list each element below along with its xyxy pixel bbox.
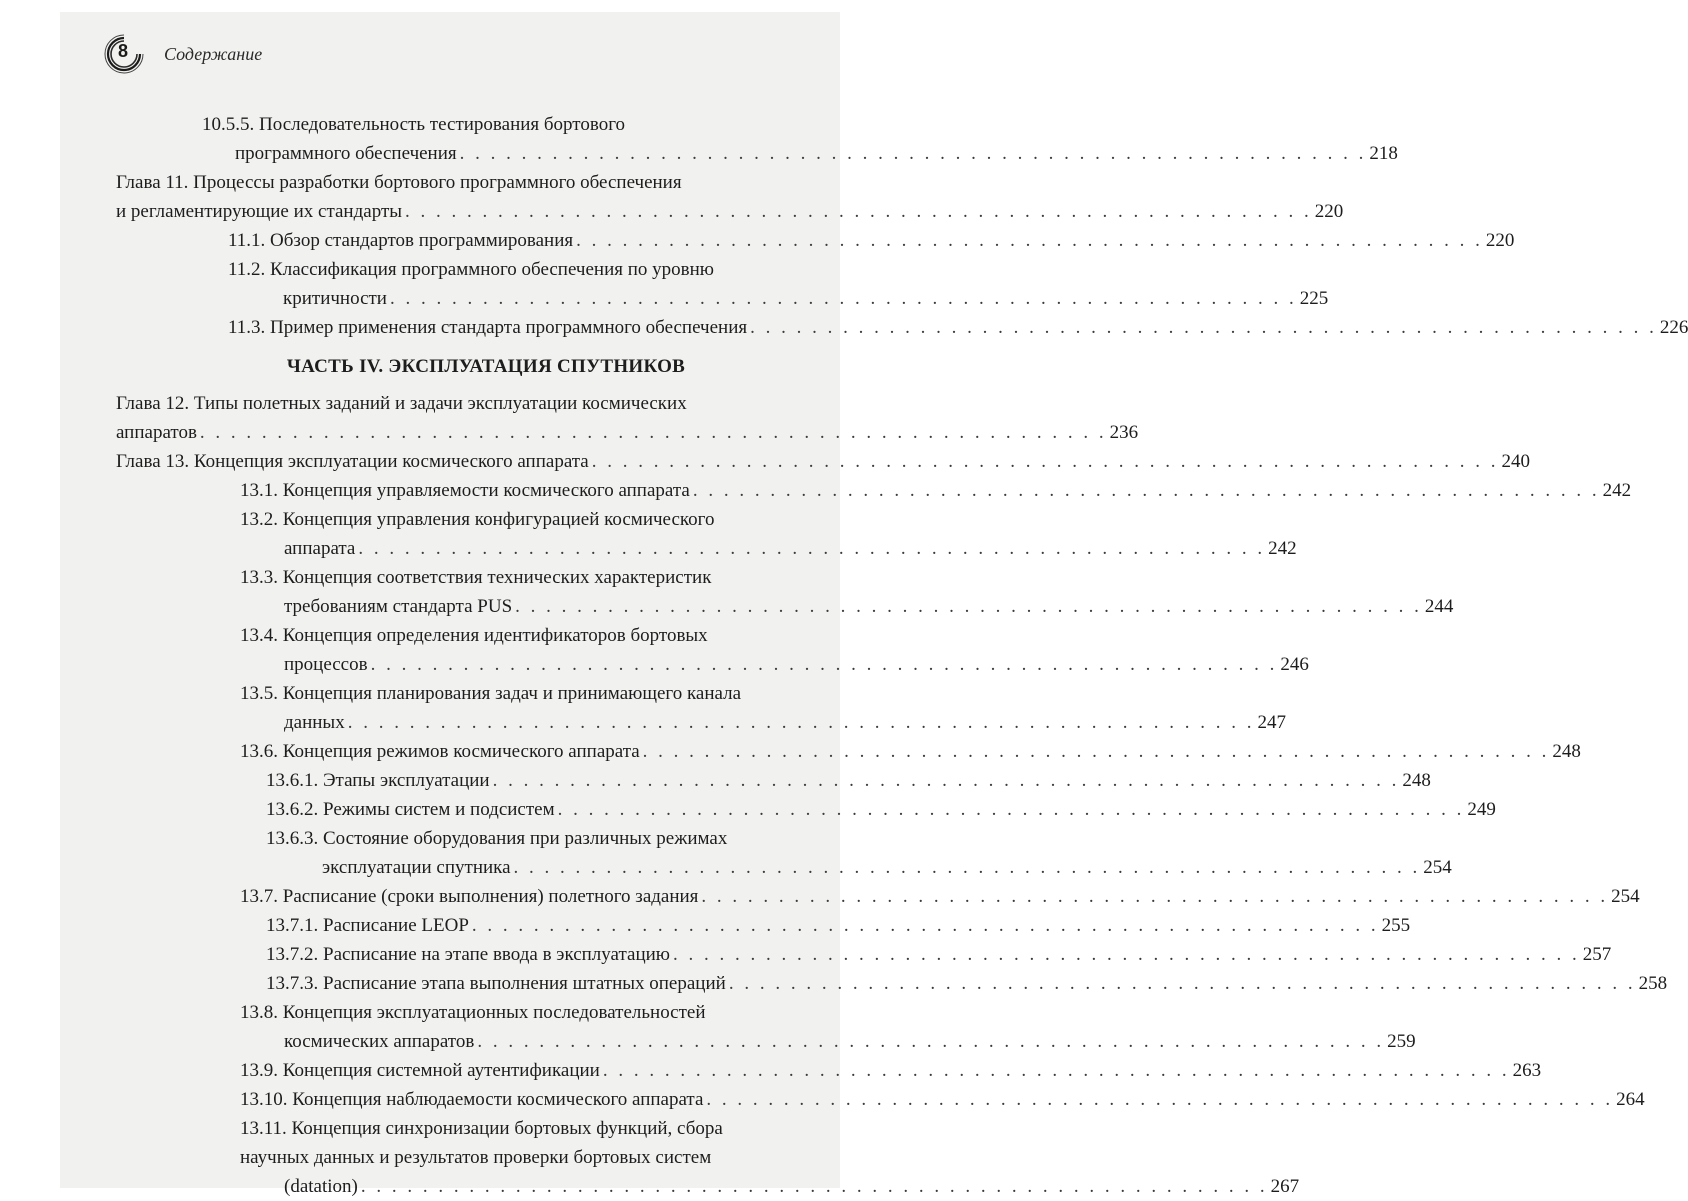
toc-page-number: 267 (1270, 1176, 1300, 1197)
toc-page-number: 258 (1638, 973, 1668, 994)
part-heading: ЧАСТЬ IV. ЭКСПЛУАТАЦИЯ СПУТНИКОВ (286, 356, 686, 377)
table-of-contents (116, 110, 1688, 1201)
toc-entry-title: 13.6.2. Режимы систем и подсистем (266, 799, 555, 820)
toc-page-number: 264 (1616, 1089, 1645, 1110)
toc-entry-title-line: 13.3. Концепция соответствия технических характеристик (240, 567, 712, 588)
toc-page-number: 249 (1467, 799, 1496, 820)
toc-page-number: 218 (1369, 143, 1398, 164)
toc-entry-title: аппарата (284, 538, 356, 559)
toc-page-number: 220 (1314, 201, 1344, 222)
toc-entry-title: процессов (284, 654, 368, 675)
toc-page-number: 248 (1552, 741, 1581, 762)
toc-group-part3-tail (116, 110, 1688, 342)
toc-entry (116, 737, 1581, 766)
dot-leader: . . . . . . . . . . . . . . . . . . . . . . . . . . . . . . . . . . . . . . . . . . . . . . . . . . . . . . . . . . . (557, 799, 1465, 820)
toc-entry (116, 940, 1612, 969)
dot-leader: . . . . . . . . . . . . . . . . . . . . . . . . . . . . . . . . . . . . . . . . . . . . . . . . . . . . . . . . . . . (389, 288, 1297, 309)
dot-leader: . . . . . . . . . . . . . . . . . . . . . . . . . . . . . . . . . . . . . . . . . . . . . . . . . . . . . . . . . . . (701, 886, 1609, 907)
toc-entry-title-line: 13.6.3. Состояние оборудования при различных режимах (266, 828, 728, 849)
toc-entry-title: (datation) (284, 1176, 358, 1197)
dot-leader: . . . . . . . . . . . . . . . . . . . . . . . . . . . . . . . . . . . . . . . . . . . . . . . . . . . . . . . . . . . (459, 143, 1367, 164)
toc-entry-title: 13.10. Концепция наблюдаемости космического аппарата (240, 1089, 704, 1110)
toc-entry-title: программного обеспечения (235, 143, 457, 164)
toc-entry-title: аппаратов (116, 422, 197, 443)
toc-entry-title-line: Глава 12. Типы полетных заданий и задачи эксплуатации космических (116, 393, 687, 414)
toc-entry-leader-line (240, 1056, 1542, 1085)
toc-entry-leader-line (228, 226, 1515, 255)
toc-entry (116, 766, 1431, 795)
toc-entry-title: эксплуатации спутника (322, 857, 511, 878)
toc-entry-title: критичности (283, 288, 387, 309)
toc-entry (116, 447, 1530, 476)
toc-entry-title: 11.3. Пример применения стандарта программного обеспечения (228, 317, 748, 338)
toc-entry-leader-line (266, 853, 1452, 882)
toc-entry-leader-line (240, 882, 1640, 911)
toc-entry (116, 679, 1286, 737)
toc-entry (116, 882, 1640, 911)
dot-leader: . . . . . . . . . . . . . . . . . . . . . . . . . . . . . . . . . . . . . . . . . . . . . . . . . . . . . . . . . . . (576, 230, 1483, 251)
toc-entry-leader-line (240, 1172, 1300, 1201)
toc-entry-leader-line (228, 313, 1688, 342)
toc-entry-title: 11.1. Обзор стандартов программирования (228, 230, 574, 251)
dot-leader: . . . . . . . . . . . . . . . . . . . . . . . . . . . . . . . . . . . . . . . . . . . . . . . . . . . . . . . . . . . (706, 1089, 1614, 1110)
toc-page-number: 248 (1402, 770, 1431, 791)
concentric-arcs-logo-icon (104, 34, 144, 74)
toc-entry-title-line: 13.8. Концепция эксплуатационных последовательностей (240, 1002, 706, 1023)
toc-entry-title-line: 11.2. Классификация программного обеспечения по уровню (228, 259, 714, 280)
toc-page-number: 236 (1109, 422, 1139, 443)
toc-entry-title-line: 13.5. Концепция планирования задач и принимающего канала (240, 683, 742, 704)
running-head (104, 34, 262, 74)
toc-entry-title: 13.6. Концепция режимов космического аппарата (240, 741, 640, 762)
toc-entry-title: данных (284, 712, 345, 733)
toc-entry (116, 389, 1139, 447)
dot-leader: . . . . . . . . . . . . . . . . . . . . . . . . . . . . . . . . . . . . . . . . . . . . . . . . . . . . . . . . . . . (692, 480, 1600, 501)
toc-entry-leader-line (116, 418, 1139, 447)
toc-entry-leader-line (240, 1085, 1645, 1114)
dot-leader: . . . . . . . . . . . . . . . . . . . . . . . . . . . . . . . . . . . . . . . . . . . . . . . . . . . . . . . . . . . (642, 741, 1550, 762)
toc-entry (116, 110, 1398, 168)
toc-page-number: 226 (1659, 317, 1688, 338)
toc-page-number: 255 (1381, 915, 1411, 936)
toc-entry-leader-line (240, 1027, 1416, 1056)
toc-page-number: 259 (1387, 1031, 1416, 1052)
dot-leader: . . . . . . . . . . . . . . . . . . . . . . . . . . . . . . . . . . . . . . . . . . . . . . . . . . . . . . . . . . . (471, 915, 1379, 936)
toc-page-number: 263 (1512, 1060, 1542, 1081)
toc-page-number: 247 (1257, 712, 1286, 733)
dot-leader: . . . . . . . . . . . . . . . . . . . . . . . . . . . . . . . . . . . . . . . . . . . . . . . . . . . . . . . . . . . (347, 712, 1255, 733)
toc-entry (116, 998, 1416, 1056)
toc-entry-title: 13.7.1. Расписание LEOP (266, 915, 469, 936)
toc-entry-title: и регламентирующие их стандарты (116, 201, 403, 222)
toc-entry-leader-line (266, 969, 1668, 998)
dot-leader: . . . . . . . . . . . . . . . . . . . . . . . . . . . . . . . . . . . . . . . . . . . . . . . . . . . . . . . . . . . (513, 857, 1421, 878)
toc-entry-title: 13.7.2. Расписание на этапе ввода в эксплуатацию (266, 944, 670, 965)
toc-entry-title: 13.7. Расписание (сроки выполнения) полетного задания (240, 886, 699, 907)
toc-entry (116, 476, 1632, 505)
toc-entry-leader-line (116, 447, 1530, 476)
toc-page-number: 225 (1299, 288, 1329, 309)
dot-leader: . . . . . . . . . . . . . . . . . . . . . . . . . . . . . . . . . . . . . . . . . . . . . . . . . . . . . . . . . . . (672, 944, 1580, 965)
toc-entry (116, 911, 1411, 940)
toc-entry-leader-line (240, 592, 1454, 621)
toc-entry-title: космических аппаратов (284, 1031, 475, 1052)
dot-leader: . . . . . . . . . . . . . . . . . . . . . . . . . . . . . . . . . . . . . . . . . . . . . . . . . . . . . . . . . . . (750, 317, 1657, 338)
toc-entry (116, 505, 1297, 563)
toc-entry (116, 1085, 1645, 1114)
toc-entry-leader-line (240, 650, 1309, 679)
toc-entry-leader-line (240, 737, 1581, 766)
toc-entry-title-line: 13.4. Концепция определения идентификаторов бортовых (240, 625, 708, 646)
toc-entry-title: 13.7.3. Расписание этапа выполнения штатных операций (266, 973, 726, 994)
toc-entry (116, 168, 1344, 226)
section-label: Содержание (164, 43, 263, 64)
toc-entry-leader-line (240, 476, 1632, 505)
toc-page-number: 240 (1501, 451, 1530, 472)
toc-entry-title-line: 13.2. Концепция управления конфигурацией космического (240, 509, 715, 530)
toc-entry (116, 969, 1668, 998)
toc-entry-title-line: 10.5.5. Последовательность тестирования бортового (202, 114, 626, 135)
toc-page-number: 242 (1602, 480, 1632, 501)
toc-entry (116, 226, 1515, 255)
dot-leader: . . . . . . . . . . . . . . . . . . . . . . . . . . . . . . . . . . . . . . . . . . . . . . . . . . . . . . . . . . . (370, 654, 1278, 675)
dot-leader: . . . . . . . . . . . . . . . . . . . . . . . . . . . . . . . . . . . . . . . . . . . . . . . . . . . . . . . . . . . (199, 422, 1107, 443)
toc-page-number: 220 (1485, 230, 1515, 251)
toc-entry-leader-line (266, 766, 1431, 795)
toc-entry-title-line: Глава 11. Процессы разработки бортового программного обеспечения (116, 172, 682, 193)
toc-entry-title: требованиям стандарта PUS (284, 596, 513, 617)
dot-leader: . . . . . . . . . . . . . . . . . . . . . . . . . . . . . . . . . . . . . . . . . . . . . . . . . . . . . . . . . . . (405, 201, 1312, 222)
toc-entry (116, 1114, 1300, 1201)
toc-page-number: 246 (1280, 654, 1309, 675)
toc-entry-title: 13.9. Концепция системной аутентификации (240, 1060, 600, 1081)
toc-entry (116, 824, 1452, 882)
dot-leader: . . . . . . . . . . . . . . . . . . . . . . . . . . . . . . . . . . . . . . . . . . . . . . . . . . . . . . . . . . . (492, 770, 1400, 791)
toc-page-number: 244 (1424, 596, 1454, 617)
toc-entry-leader-line (240, 708, 1286, 737)
dot-leader: . . . . . . . . . . . . . . . . . . . . . . . . . . . . . . . . . . . . . . . . . . . . . . . . . . . . . . . . . . . (728, 973, 1636, 994)
toc-page-number: 257 (1582, 944, 1612, 965)
dot-leader: . . . . . . . . . . . . . . . . . . . . . . . . . . . . . . . . . . . . . . . . . . . . . . . . . . . . . . . . . . . (591, 451, 1499, 472)
toc-entry-title-line: 13.11. Концепция синхронизации бортовых функций, сбора научных данных и результатов проверки бортовых систем (240, 1118, 723, 1168)
dot-leader: . . . . . . . . . . . . . . . . . . . . . . . . . . . . . . . . . . . . . . . . . . . . . . . . . . . . . . . . . . . (360, 1176, 1268, 1197)
dot-leader: . . . . . . . . . . . . . . . . . . . . . . . . . . . . . . . . . . . . . . . . . . . . . . . . . . . . . . . . . . . (358, 538, 1266, 559)
toc-entry-leader-line (240, 534, 1297, 563)
toc-entry (116, 255, 1329, 313)
toc-entry-leader-line (228, 284, 1329, 313)
toc-entry-title: 13.6.1. Этапы эксплуатации (266, 770, 490, 791)
dot-leader: . . . . . . . . . . . . . . . . . . . . . . . . . . . . . . . . . . . . . . . . . . . . . . . . . . . . . . . . . . . (515, 596, 1422, 617)
book-page (60, 12, 1688, 1197)
toc-page-number: 254 (1611, 886, 1640, 907)
toc-entry-title: Глава 13. Концепция эксплуатации космического аппарата (116, 451, 589, 472)
dot-leader: . . . . . . . . . . . . . . . . . . . . . . . . . . . . . . . . . . . . . . . . . . . . . . . . . . . . . . . . . . . (602, 1060, 1510, 1081)
toc-page-number: 242 (1268, 538, 1297, 559)
toc-entry (116, 313, 1688, 342)
toc-group-part4 (116, 389, 1668, 1201)
toc-entry-leader-line (202, 139, 1398, 168)
toc-entry (116, 795, 1496, 824)
dot-leader: . . . . . . . . . . . . . . . . . . . . . . . . . . . . . . . . . . . . . . . . . . . . . . . . . . . . . . . . . . . (477, 1031, 1385, 1052)
toc-entry-leader-line (266, 911, 1411, 940)
toc-entry-leader-line (266, 940, 1612, 969)
toc-entry (116, 563, 1454, 621)
toc-entry-leader-line (116, 197, 1344, 226)
page-number: 8 (117, 41, 128, 61)
toc-page-number: 254 (1423, 857, 1452, 878)
toc-entry-title: 13.1. Концепция управляемости космического аппарата (240, 480, 690, 501)
toc-entry (116, 1056, 1542, 1085)
toc-entry (116, 621, 1309, 679)
toc-entry-leader-line (266, 795, 1496, 824)
